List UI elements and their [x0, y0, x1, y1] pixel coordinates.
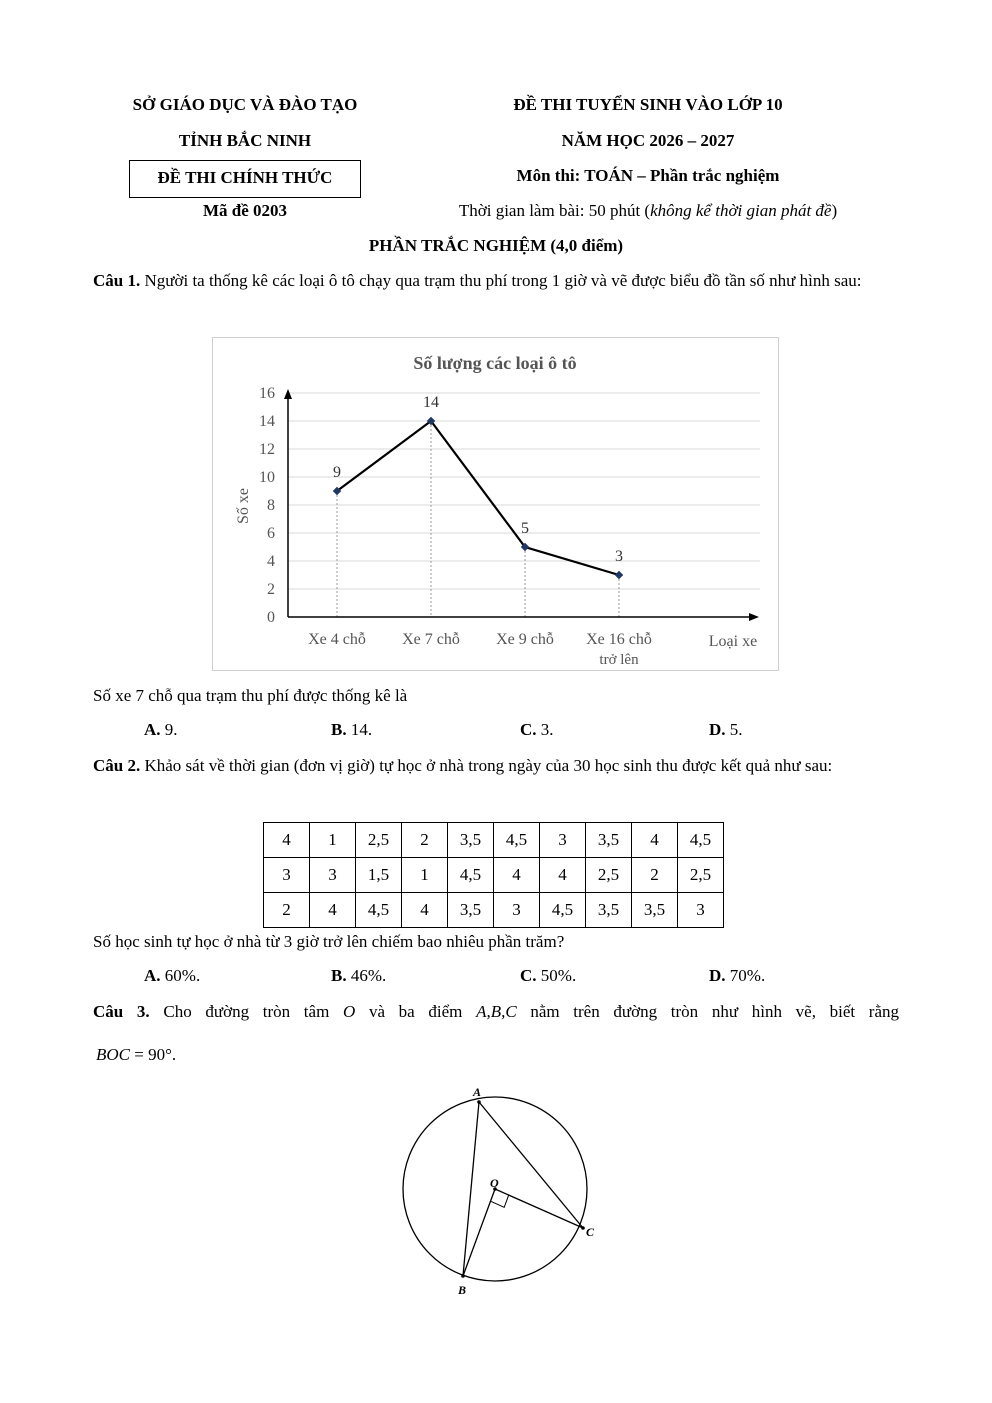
option-label: C. — [520, 966, 537, 985]
table-cell: 4 — [632, 823, 678, 858]
table-cell: 4,5 — [356, 893, 402, 928]
option-text: 46%. — [346, 966, 387, 985]
y-tick-label: 8 — [267, 497, 275, 514]
table-cell: 4,5 — [448, 858, 494, 893]
segment-oc — [495, 1189, 583, 1228]
option-label: B. — [331, 720, 347, 739]
official-box — [129, 160, 361, 198]
y-tick-label: 16 — [259, 385, 275, 402]
option-text: 50%. — [536, 966, 577, 985]
y-tick-label: 14 — [259, 413, 275, 430]
q1-option-a[interactable] — [144, 720, 178, 740]
option-label: B. — [331, 966, 347, 985]
table-cell: 3 — [494, 893, 540, 928]
q1-text — [93, 264, 899, 298]
segment-ob — [463, 1189, 495, 1276]
table-cell: 3 — [678, 893, 724, 928]
table-cell: 1 — [402, 858, 448, 893]
data-label: 14 — [423, 394, 439, 411]
q3-label: Câu 3. — [93, 1002, 150, 1021]
q2-option-b[interactable] — [331, 966, 386, 986]
label-c: C — [586, 1225, 595, 1239]
table-row — [264, 858, 724, 893]
subject: Môn thi: TOÁN – Phần trắc nghiệm — [516, 166, 780, 185]
table-cell: 4 — [402, 893, 448, 928]
option-label: D. — [709, 966, 726, 985]
table-cell: 1 — [310, 823, 356, 858]
table-cell: 3 — [540, 823, 586, 858]
table-cell: 4 — [540, 858, 586, 893]
q3-body-3: nằm trên đường tròn như hình vẽ, biết rằng — [516, 1002, 899, 1021]
option-label: A. — [144, 966, 161, 985]
table-cell: 3 — [310, 858, 356, 893]
q1-body: Người ta thống kê các loại ô tô chạy qua trạm thu phí trong 1 giờ và vẽ được biểu đồ tần số như hình sau: — [140, 271, 862, 290]
q1-option-c[interactable] — [520, 720, 554, 740]
q2-question: Số học sinh tự học ở nhà từ 3 giờ trở lên chiếm bao nhiêu phần trăm? — [93, 932, 565, 951]
school-year: NĂM HỌC 2026 – 2027 — [561, 131, 735, 150]
option-text: 14. — [346, 720, 373, 739]
y-tick-label: 6 — [267, 525, 275, 542]
point-c-dot — [581, 1226, 585, 1230]
q3-var-o: O — [342, 1002, 356, 1021]
q3-text — [93, 995, 899, 1029]
table-cell: 2 — [264, 893, 310, 928]
q3-angle — [96, 1045, 176, 1065]
table-cell: 3,5 — [448, 823, 494, 858]
q2-body: Khảo sát về thời gian (đơn vị giờ) tự học ở nhà trong ngày của 30 học sinh thu được kết quả như sau: — [140, 756, 833, 775]
q2-text — [93, 749, 899, 783]
q1-label: Câu 1. — [93, 271, 141, 290]
q1-option-b[interactable] — [331, 720, 372, 740]
chart-title: Số lượng các loại ô tô — [413, 353, 577, 373]
table-cell: 3,5 — [632, 893, 678, 928]
option-text: 60%. — [160, 966, 201, 985]
q2-option-d[interactable] — [709, 966, 765, 986]
time-italic: không kể thời gian phát đề — [650, 201, 832, 220]
table-cell: 2,5 — [678, 858, 724, 893]
table-cell: 4,5 — [494, 823, 540, 858]
y-axis-label: Số xe — [235, 488, 252, 524]
label-o: O — [490, 1176, 499, 1190]
x-tick-label: Xe 16 chỗ — [586, 631, 652, 648]
table-cell: 4,5 — [678, 823, 724, 858]
x-tick-label: Xe 9 chỗ — [496, 631, 554, 648]
q1-question: Số xe 7 chỗ qua trạm thu phí được thống kê là — [93, 686, 408, 705]
table-cell: 4 — [494, 858, 540, 893]
x-tick-label: trở lên — [599, 652, 639, 668]
right-angle-mark — [491, 1195, 509, 1207]
exam-code: Mã đề 0203 — [202, 201, 288, 220]
y-tick-label: 10 — [259, 469, 275, 486]
time-end: ) — [831, 201, 838, 220]
x-tick-label: Xe 4 chỗ — [308, 631, 366, 648]
table-cell: 4 — [310, 893, 356, 928]
school-dept: SỞ GIÁO DỤC VÀ ĐÀO TẠO — [132, 95, 358, 114]
option-label: C. — [520, 720, 537, 739]
option-text: 5. — [725, 720, 743, 739]
point-a-dot — [477, 1100, 481, 1104]
circle-figure — [395, 1078, 605, 1303]
q2-label: Câu 2. — [93, 756, 141, 775]
table-cell: 2 — [632, 858, 678, 893]
chart-frame — [213, 338, 779, 671]
chart — [212, 337, 779, 671]
data-label: 9 — [333, 464, 341, 481]
table-cell: 3,5 — [586, 823, 632, 858]
x-tick-label: Xe 7 chỗ — [402, 631, 460, 648]
q1-option-d[interactable] — [709, 720, 743, 740]
q2-option-c[interactable] — [520, 966, 576, 986]
table-cell: 2 — [402, 823, 448, 858]
segment-ac — [479, 1102, 583, 1228]
official-label: ĐỀ THI CHÍNH THỨC — [157, 168, 333, 187]
label-a: A — [473, 1085, 482, 1099]
table-cell: 2,5 — [356, 823, 402, 858]
data-label: 3 — [615, 548, 623, 565]
section-title: PHẦN TRẮC NGHIỆM (4,0 điểm) — [368, 236, 624, 255]
option-label: D. — [709, 720, 726, 739]
option-text: 70%. — [725, 966, 766, 985]
table-cell: 3,5 — [448, 893, 494, 928]
x-axis-label: Loại xe — [708, 633, 758, 650]
option-text: 9. — [160, 720, 178, 739]
q2-table — [263, 822, 724, 928]
time-main: Thời gian làm bài: 50 phút ( — [458, 201, 651, 220]
angle-name: BOC — [96, 1045, 130, 1064]
table-cell: 4,5 — [540, 893, 586, 928]
angle-value: = 90°. — [130, 1045, 177, 1064]
label-b: B — [458, 1283, 467, 1297]
y-tick-label: 0 — [267, 609, 275, 626]
option-label: A. — [144, 720, 161, 739]
y-tick-label: 2 — [267, 581, 275, 598]
exam-title: ĐỀ THI TUYỂN SINH VÀO LỚP 10 — [513, 95, 783, 114]
point-b-dot — [461, 1274, 465, 1278]
table-cell: 3,5 — [586, 893, 632, 928]
q3-body-1: Cho đường tròn tâm — [149, 1002, 343, 1021]
y-tick-label: 4 — [267, 553, 275, 570]
y-tick-label: 12 — [259, 441, 275, 458]
table-cell: 4 — [264, 823, 310, 858]
table-row — [264, 823, 724, 858]
table-cell: 1,5 — [356, 858, 402, 893]
time-line — [418, 201, 878, 221]
table-cell: 3 — [264, 858, 310, 893]
q2-option-a[interactable] — [144, 966, 200, 986]
q3-var-abc: A,B,C — [476, 1002, 517, 1021]
province: TỈNH BẮC NINH — [178, 131, 312, 150]
table-cell: 2,5 — [586, 858, 632, 893]
data-label: 5 — [521, 520, 529, 537]
table-row — [264, 893, 724, 928]
option-text: 3. — [536, 720, 554, 739]
segment-ab — [463, 1102, 479, 1276]
q3-body-2: và ba điểm — [355, 1002, 477, 1021]
